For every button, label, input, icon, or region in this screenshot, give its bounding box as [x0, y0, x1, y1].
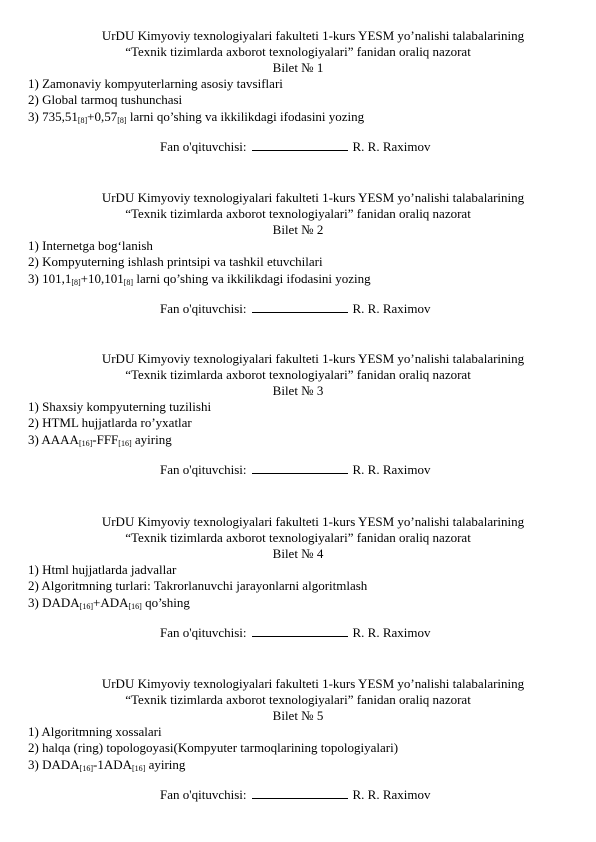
teacher-signature — [28, 301, 568, 317]
operand-a-base: [16] — [79, 602, 93, 611]
teacher-name: R. R. Raximov — [352, 301, 431, 316]
ticket-header-line2: “Texnik tizimlarda axborot texnologiyalari” fanidan oraliq nazorat — [125, 367, 471, 382]
ticket-header-line1: UrDU Kimyoviy texnologiyalari fakulteti 1-kurs YESM yo’nalishi talabalarining — [101, 351, 525, 366]
question-2: 2) Global tarmoq tushunchasi — [28, 92, 183, 107]
question-3-prefix: 3) — [28, 271, 43, 286]
question-1: 1) Shaxsiy kompyuterning tuzilishi — [28, 399, 212, 414]
question-3 — [28, 431, 568, 449]
signature-line — [252, 462, 348, 474]
signature-line — [252, 787, 348, 799]
question-1: 1) Html hujjatlarda jadvallar — [28, 562, 177, 577]
signature-line — [252, 625, 348, 637]
question-2: 2) Kompyuterning ishlash printsipi va tashkil etuvchilari — [28, 254, 323, 269]
teacher-signature — [28, 625, 568, 641]
ticket-1 — [28, 28, 568, 155]
ticket-header-line1: UrDU Kimyoviy texnologiyalari fakulteti 1-kurs YESM yo’nalishi talabalarining — [101, 514, 525, 529]
operand-a: DADA — [42, 595, 80, 610]
ticket-3 — [28, 351, 568, 478]
question-2: 2) HTML hujjatlarda ro’yxatlar — [28, 415, 192, 430]
ticket-title: Bilet № 2 — [272, 222, 324, 237]
operand-b: +ADA — [92, 595, 129, 610]
ticket-2 — [28, 190, 568, 317]
ticket-header-line2: “Texnik tizimlarda axborot texnologiyalari” fanidan oraliq nazorat — [125, 692, 471, 707]
ticket-header-line2: “Texnik tizimlarda axborot texnologiyalari” fanidan oraliq nazorat — [125, 206, 471, 221]
question-3-suffix: larni qo’shing va ikkilikdagi ifodasini yozing — [126, 109, 365, 124]
operand-a-base: [8] — [77, 116, 88, 125]
operand-a: DADA — [42, 757, 80, 772]
teacher-name: R. R. Raximov — [352, 462, 431, 477]
question-3-prefix: 3) — [28, 595, 43, 610]
signature-label: Fan o'qituvchisi: — [160, 625, 247, 640]
ticket-title: Bilet № 1 — [272, 60, 324, 75]
question-3-suffix: larni qo’shing va ikkilikdagi ifodasini yozing — [133, 271, 371, 286]
question-3-suffix: qo’shing — [141, 595, 190, 610]
operand-b-base: [16] — [128, 602, 142, 611]
question-3 — [28, 756, 568, 774]
question-2: 2) Algoritmning turlari: Takrorlanuvchi jarayonlarni algoritmlash — [28, 578, 368, 593]
ticket-header-line1: UrDU Kimyoviy texnologiyalari fakulteti 1-kurs YESM yo’nalishi talabalarining — [101, 676, 525, 691]
question-3-prefix: 3) — [28, 432, 42, 447]
teacher-signature — [28, 139, 568, 155]
ticket-header-line1: UrDU Kimyoviy texnologiyalari fakulteti 1-kurs YESM yo’nalishi talabalarining — [101, 190, 525, 205]
teacher-name: R. R. Raximov — [352, 787, 431, 802]
ticket-title: Bilet № 4 — [272, 546, 324, 561]
operand-b-base: [16] — [118, 439, 132, 448]
signature-line — [252, 139, 348, 151]
operand-b-base: [8] — [123, 278, 134, 287]
operand-b-base: [16] — [131, 764, 146, 773]
operand-a: 101,1 — [42, 271, 72, 286]
question-3 — [28, 108, 568, 126]
operand-b: -FFF — [92, 432, 119, 447]
signature-label: Fan o'qituvchisi: — [160, 139, 247, 154]
operand-b: +0,57 — [87, 109, 118, 124]
question-3-suffix: ayiring — [131, 432, 172, 447]
question-3-prefix: 3) — [28, 109, 43, 124]
question-3 — [28, 270, 568, 288]
ticket-title: Bilet № 5 — [272, 708, 324, 723]
operand-b: +10,101 — [80, 271, 124, 286]
signature-line — [252, 301, 348, 313]
operand-a-base: [16] — [79, 764, 93, 773]
question-3-prefix: 3) — [28, 757, 43, 772]
signature-label: Fan o'qituvchisi: — [160, 462, 247, 477]
question-3 — [28, 594, 568, 612]
operand-a: 735,51 — [42, 109, 78, 124]
ticket-header-line1: UrDU Kimyoviy texnologiyalari fakulteti 1-kurs YESM yo’nalishi talabalarining — [101, 28, 525, 43]
teacher-signature — [28, 787, 568, 803]
operand-b: -1ADA — [92, 757, 132, 772]
teacher-name: R. R. Raximov — [352, 139, 431, 154]
question-3-suffix: ayiring — [145, 757, 186, 772]
signature-label: Fan o'qituvchisi: — [160, 787, 247, 802]
ticket-header-line2: “Texnik tizimlarda axborot texnologiyalari” fanidan oraliq nazorat — [125, 44, 471, 59]
question-1: 1) Internetga bog‘lanish — [28, 238, 153, 253]
operand-a: AAAA — [41, 432, 79, 447]
ticket-4 — [28, 514, 568, 641]
operand-a-base: [8] — [71, 278, 81, 287]
teacher-signature — [28, 462, 568, 478]
question-1: 1) Zamonaviy kompyuterlarning asosiy tavsiflari — [28, 76, 283, 91]
teacher-name: R. R. Raximov — [352, 625, 431, 640]
signature-label: Fan o'qituvchisi: — [160, 301, 247, 316]
operand-b-base: [8] — [117, 116, 127, 125]
question-1: 1) Algoritmning xossalari — [28, 724, 162, 739]
ticket-title: Bilet № 3 — [272, 383, 324, 398]
ticket-header-line2: “Texnik tizimlarda axborot texnologiyalari” fanidan oraliq nazorat — [125, 530, 471, 545]
question-2: 2) halqa (ring) topologoyasi(Kompyuter tarmoqlarining topologiyalari) — [28, 740, 399, 755]
operand-a-base: [16] — [78, 439, 93, 448]
ticket-5 — [28, 676, 568, 803]
